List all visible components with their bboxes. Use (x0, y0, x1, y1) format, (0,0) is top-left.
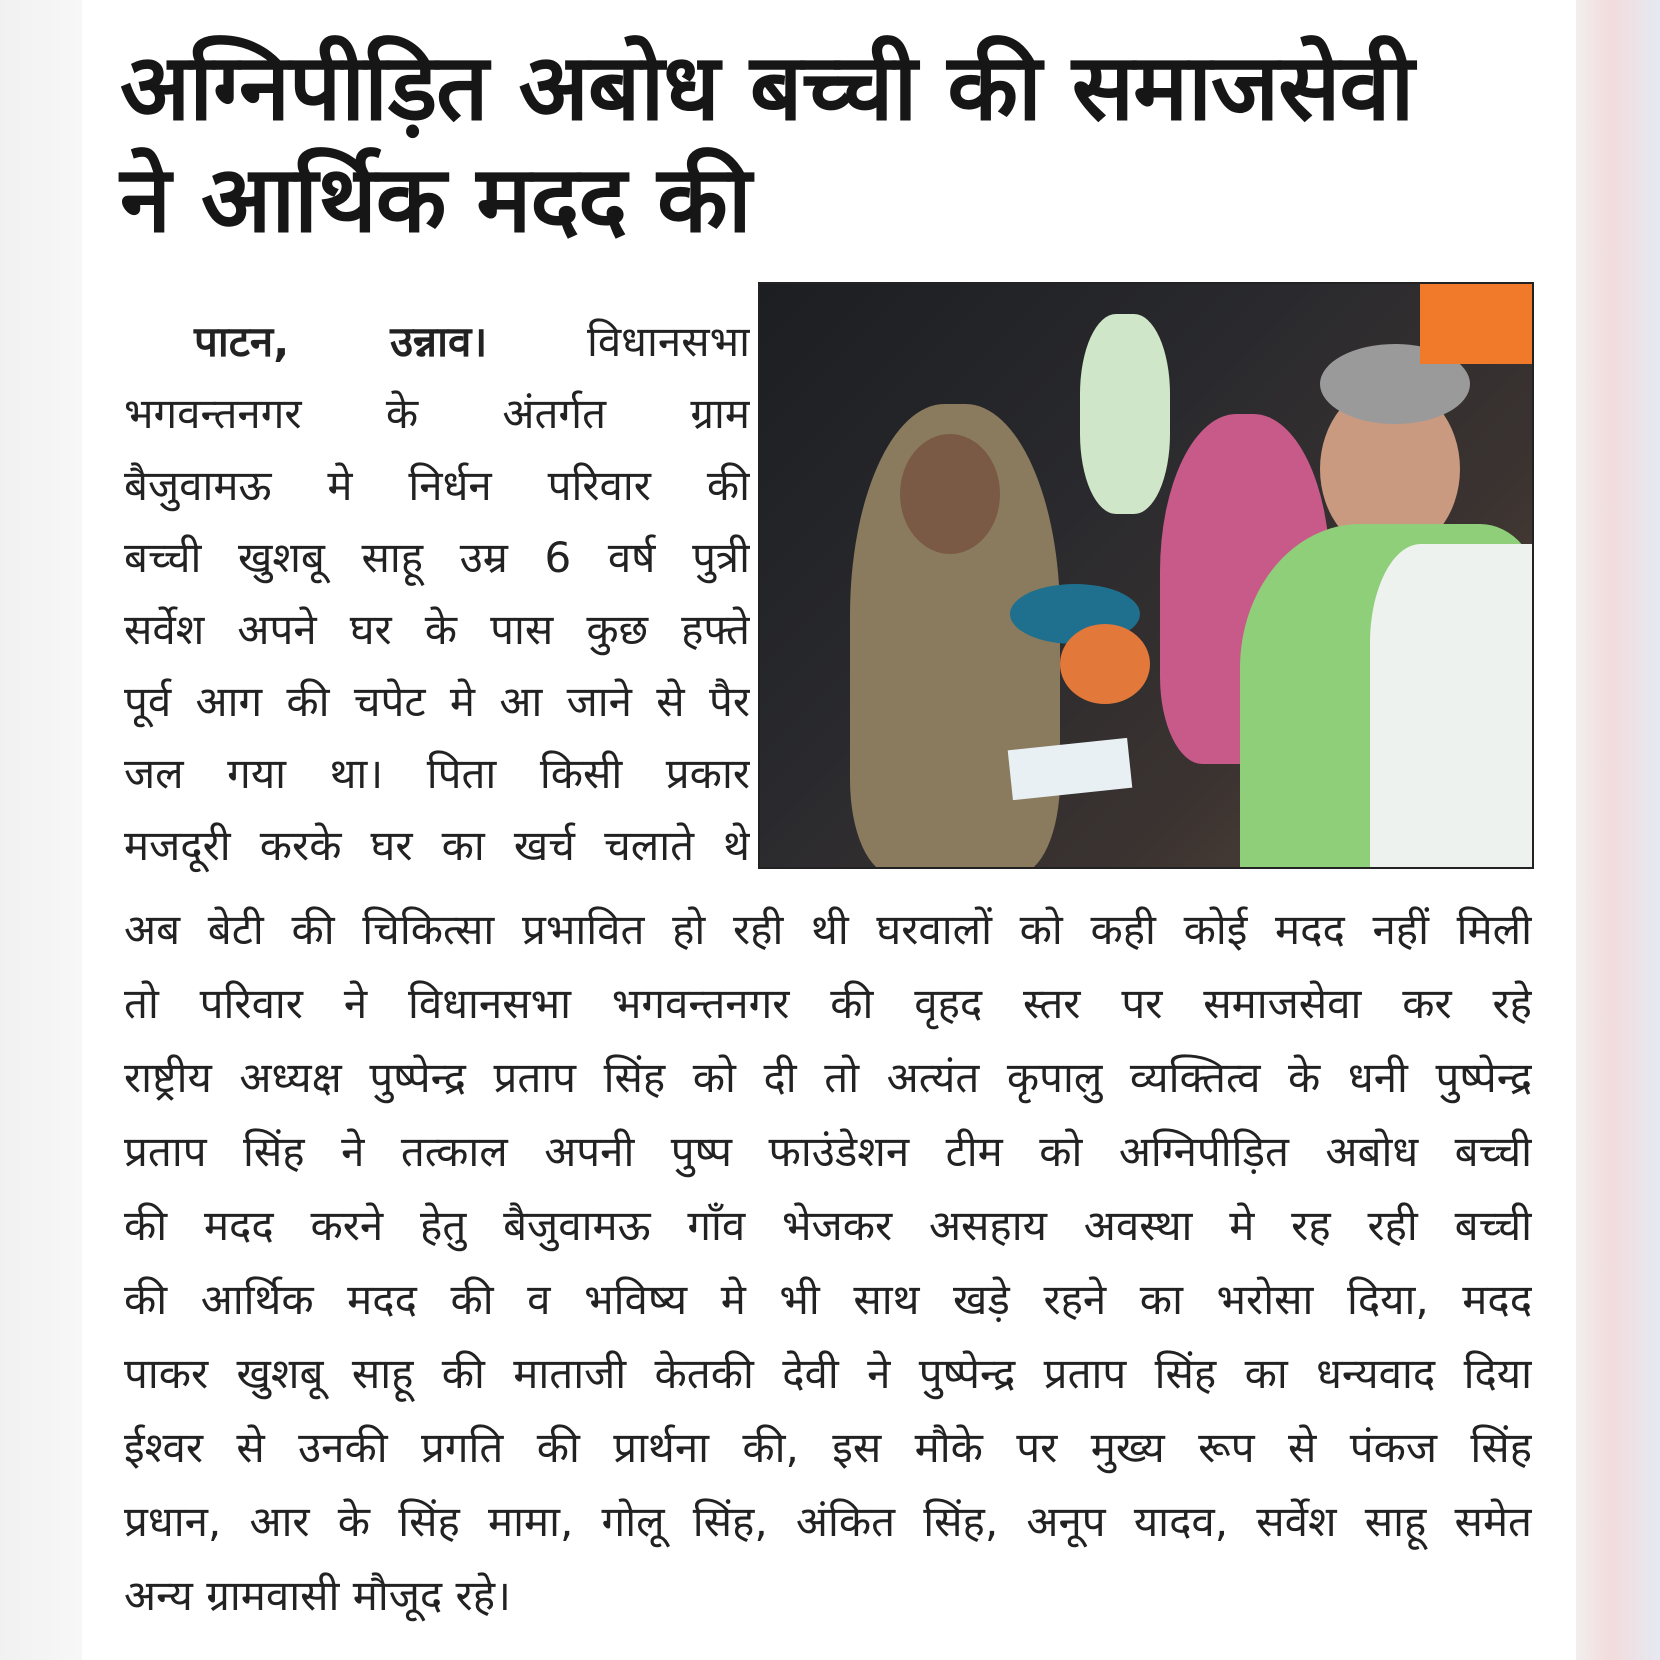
photo-orange-cloth (1060, 624, 1150, 704)
body-line-18: अन्य ग्रामवासी मौजूद रहे। (124, 1571, 511, 1620)
headline-line-1: अग्निपीड़ित अबोध बच्ची की समाजसेवी (120, 34, 1414, 141)
body-line-3: बैजुवामऊ मे निर्धन परिवार की (124, 461, 750, 510)
photo-face (900, 434, 1000, 554)
dateline: पाटन, उन्नाव। (194, 317, 488, 366)
body-line-14: की आर्थिक मदद की व भविष्य मे भी साथ खड़े रहने का भरोसा दिया, मदद (124, 1275, 1532, 1324)
body-line-17: प्रधान, आर के सिंह मामा, गोलू सिंह, अंकित सिंह, अनूप यादव, सर्वेश साहू समेत (124, 1497, 1532, 1546)
body-line-6: पूर्व आग की चपेट मे आ जाने से पैर (124, 677, 750, 726)
photo-orange-flag (1420, 284, 1532, 364)
body-line-5: सर्वेश अपने घर के पास कुछ हफ्ते (124, 605, 750, 654)
body-line-9: अब बेटी की चिकित्सा प्रभावित हो रही थी घरवालों को कही कोई मदद नहीं मिली (124, 905, 1532, 954)
headline-line-2: ने आर्थिक मदद की (120, 146, 751, 253)
body-line-15: पाकर खुशबू साहू की माताजी केतकी देवी ने पुष्पेन्द्र प्रताप सिंह का धन्यवाद दिया (124, 1349, 1532, 1398)
photo-child (1080, 314, 1170, 514)
body-line-13: की मदद करने हेतु बैजुवामऊ गाँव भेजकर असहाय अवस्था मे रह रही बच्ची (124, 1201, 1532, 1250)
body-text: विधानसभा (586, 317, 750, 366)
body-line-11: राष्ट्रीय अध्यक्ष पुष्पेन्द्र प्रताप सिंह को दी तो अत्यंत कृपालु व्यक्तित्व के धनी पुष्पेन्द्र (124, 1053, 1532, 1102)
news-photo (758, 282, 1534, 869)
body-line-4: बच्ची खुशबू साहू उम्र 6 वर्ष पुत्री (124, 533, 750, 582)
body-line-10: तो परिवार ने विधानसभा भगवन्तनगर की वृहद स्तर पर समाजसेवा कर रहे (124, 979, 1532, 1028)
body-line-1 (124, 312, 750, 372)
photo-man-jacket (1370, 544, 1534, 869)
body-line-7: जल गया था। पिता किसी प्रकार (124, 749, 750, 798)
body-line-2: भगवन्तनगर के अंतर्गत ग्राम (124, 389, 750, 438)
body-line-16: ईश्वर से उनकी प्रगति की प्रार्थना की, इस मौके पर मुख्य रूप से पंकज सिंह (124, 1423, 1532, 1472)
body-line-8: मजदूरी करके घर का खर्च चलाते थे (124, 821, 750, 870)
body-line-12: प्रताप सिंह ने तत्काल अपनी पुष्प फाउंडेशन टीम को अग्निपीड़ित अबोध बच्ची (124, 1127, 1532, 1176)
